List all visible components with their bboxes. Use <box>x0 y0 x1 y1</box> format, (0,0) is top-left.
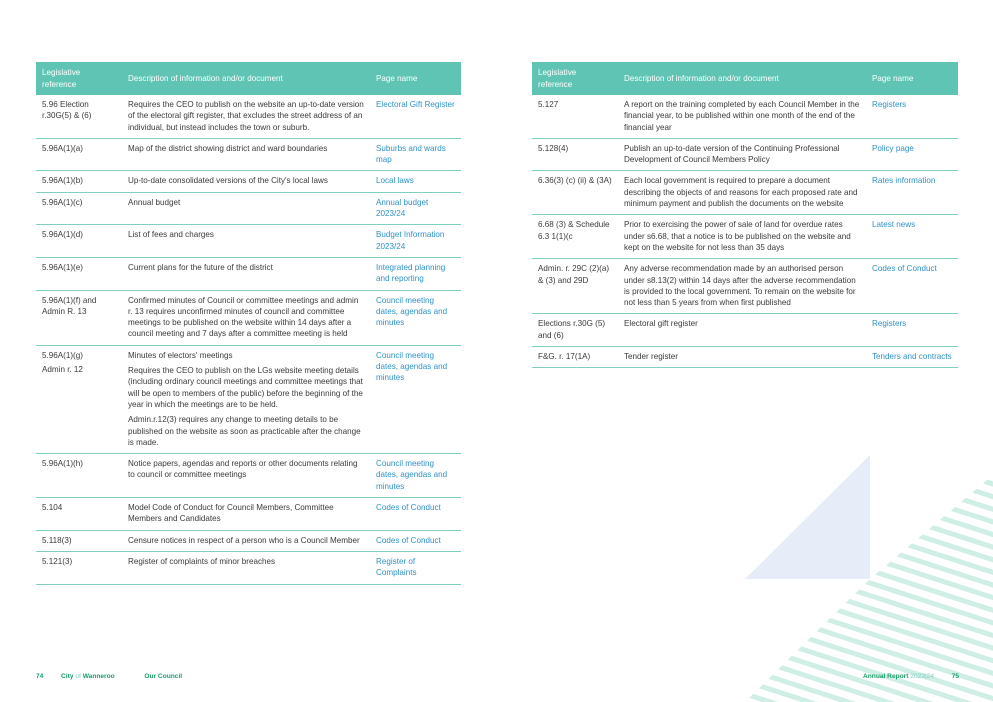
header-legislative-reference: Legislative reference <box>532 62 618 95</box>
description-text: Each local government is required to prepare a document describing the objects of and reasons for each proposed rate and minimum payment and publish the documents on the website <box>624 176 858 209</box>
description-cell <box>122 498 370 531</box>
report-year: 2023|24 <box>910 673 934 680</box>
description-text: Register of complaints of minor breaches <box>128 556 276 566</box>
description-cell <box>122 345 370 453</box>
description-cell <box>618 314 866 347</box>
decorative-leaf-pattern <box>740 455 993 702</box>
legislative-reference: 5.96A(1)(e) <box>42 262 83 272</box>
legislative-reference: 5.104 <box>42 503 63 513</box>
description-text: Publish an up-to-date version of the Continuing Professional Development of Council Members Policy <box>624 143 840 165</box>
page-name-link[interactable]: Registers <box>866 314 958 347</box>
header-page-name: Page name <box>866 62 958 95</box>
description-text: Confirmed minutes of Council or committee meetings and admin r. 13 requires unconfirmed minutes of council and committee meetings to be published on the website within 14 days after a council meeting and 7 days after a committee meeting is held <box>128 295 359 339</box>
page-name-link[interactable]: Suburbs and wards map <box>370 138 461 171</box>
legislative-reference: 5.96A(1)(b) <box>42 176 83 186</box>
left-register-table <box>36 62 461 585</box>
description-text: Current plans for the future of the district <box>128 262 273 272</box>
description-text: Tender register <box>624 352 678 362</box>
legislative-reference-cell <box>532 95 618 138</box>
page-name-link[interactable]: Codes of Conduct <box>866 259 958 314</box>
legislative-reference-cell <box>36 171 122 192</box>
description-text: Admin.r.12(3) requires any change to meeting details to be published on the website as soon as practicable after the change is made. <box>128 415 361 447</box>
page-name-link[interactable]: Annual budget 2023/24 <box>370 192 461 225</box>
legislative-reference-cell <box>532 314 618 347</box>
table-row <box>532 171 958 215</box>
description-text: Electoral gift register <box>624 319 698 329</box>
description-cell <box>122 290 370 345</box>
page-name-link[interactable]: Latest news <box>866 215 958 259</box>
table-row <box>36 345 461 453</box>
table-row <box>36 290 461 345</box>
header-legislative-reference: Legislative reference <box>36 62 122 95</box>
description-text: Prior to exercising the power of sale of land for overdue rates under s6.68, that a notice is to be published on the website and kept on the website for not less than 35 days <box>624 220 851 252</box>
table-row <box>532 347 958 368</box>
description-cell <box>122 551 370 584</box>
page-name-link[interactable]: Tenders and contracts <box>866 347 958 368</box>
table-row <box>36 498 461 531</box>
description-cell <box>122 138 370 171</box>
table-row <box>532 138 958 171</box>
table-header-row <box>532 62 958 95</box>
description-cell <box>122 530 370 551</box>
legislative-reference-sub: Admin r. 12 <box>42 365 83 375</box>
table-row <box>36 225 461 258</box>
brand-city: City <box>61 673 74 680</box>
description-text: Map of the district showing district and ward boundaries <box>128 143 328 153</box>
page-name-link[interactable]: Electoral Gift Register <box>370 95 461 138</box>
legislative-reference: 5.96A(1)(g) <box>42 350 83 360</box>
table-header-row <box>36 62 461 95</box>
footer-left <box>36 673 182 680</box>
description-cell <box>618 138 866 171</box>
legislative-reference: 5.121(3) <box>42 556 73 566</box>
description-text: Minutes of electors' meetings <box>128 350 233 360</box>
legislative-reference-cell <box>532 259 618 314</box>
table-row <box>532 314 958 347</box>
page-name-link[interactable]: Council meeting dates, agendas and minutes <box>370 454 461 498</box>
description-cell <box>618 259 866 314</box>
page-name-link[interactable]: Budget Information 2023/24 <box>370 225 461 258</box>
legislative-reference-cell <box>36 257 122 290</box>
legislative-reference: 6.68 (3) & Schedule 6.3 1(1)(c <box>538 220 610 241</box>
table-row <box>532 95 958 138</box>
description-text: List of fees and charges <box>128 230 214 240</box>
description-text: Model Code of Conduct for Council Members, Committee Members and Candidates <box>128 503 334 524</box>
header-description: Description of information and/or document <box>618 62 866 95</box>
legislative-reference-cell <box>532 215 618 259</box>
section-name: Our Council <box>144 673 183 680</box>
legislative-reference: 5.96A(1)(a) <box>42 143 83 153</box>
legislative-reference-cell <box>36 95 122 138</box>
legislative-reference: 5.96A(1)(h) <box>42 459 83 469</box>
description-cell <box>122 257 370 290</box>
right-register-table <box>532 62 958 368</box>
description-text: Notice papers, agendas and reports or other documents relating to council or committee meetings <box>128 459 358 480</box>
legislative-reference: Admin. r. 29C (2)(a) & (3) and 29D <box>538 264 610 285</box>
legislative-reference: 5.96A(1)(c) <box>42 197 83 207</box>
legislative-reference-cell <box>36 498 122 531</box>
footer-right <box>863 673 959 680</box>
legislative-reference: 5.96A(1)(f) and Admin R. 13 <box>42 295 97 316</box>
table-row <box>36 551 461 584</box>
legislative-reference: 5.96A(1)(d) <box>42 230 83 240</box>
description-cell <box>122 95 370 138</box>
legislative-reference: 5.118(3) <box>42 535 72 545</box>
table-row <box>36 530 461 551</box>
legislative-reference: 5.96 Election r.30G(5) & (6) <box>42 100 92 121</box>
page-name-link[interactable]: Policy page <box>866 138 958 171</box>
legislative-reference-cell <box>532 138 618 171</box>
legislative-reference: 6.36(3) (c) (ii) & (3A) <box>538 176 612 186</box>
description-cell <box>618 95 866 138</box>
legislative-reference-cell <box>36 454 122 498</box>
description-cell <box>618 347 866 368</box>
legislative-reference: Elections r.30G (5) and (6) <box>538 319 606 340</box>
page-name-link[interactable]: Codes of Conduct <box>370 530 461 551</box>
legislative-reference-cell <box>532 347 618 368</box>
description-text: Requires the CEO to publish on the website an up-to-date version of the electoral gift register, that excludes the street address of an individual, but instead includes the town or suburb. <box>128 100 364 132</box>
description-text: Requires the CEO to publish on the LGs website meeting details (including ordinary council meetings and committee meetings that will be open to members of the public) before the beginning of the year in which the meetings are to be held. <box>128 366 363 409</box>
legislative-reference: F&G. r. 17(1A) <box>538 352 591 362</box>
page-name-link[interactable]: Codes of Conduct <box>370 498 461 531</box>
legislative-reference: 5.127 <box>538 100 559 109</box>
page-name-link[interactable]: Local laws <box>370 171 461 192</box>
legislative-reference-cell <box>36 225 122 258</box>
table-row <box>532 215 958 259</box>
description-cell <box>122 454 370 498</box>
brand-of: of <box>75 673 81 680</box>
description-text: Any adverse recommendation made by an authorised person under s8.13(2) within 14 days after the adverse recommendation is provided to the local government. To remain on the website for not less than 5 years from when first published <box>624 264 856 308</box>
description-cell <box>618 215 866 259</box>
table-row <box>36 95 461 138</box>
description-cell <box>122 171 370 192</box>
page-name-link[interactable]: Registers <box>866 95 958 138</box>
page-name-link[interactable]: Council meeting dates, agendas and minutes <box>370 345 461 453</box>
header-description: Description of information and/or document <box>122 62 370 95</box>
page-name-link[interactable]: Register of Complaints <box>370 551 461 584</box>
table-row <box>36 454 461 498</box>
legislative-reference-cell <box>36 551 122 584</box>
description-cell <box>122 192 370 225</box>
legislative-reference-cell <box>36 345 122 453</box>
table-row <box>36 257 461 290</box>
description-cell <box>122 225 370 258</box>
legislative-reference-cell <box>36 290 122 345</box>
page-name-link[interactable]: Integrated planning and reporting <box>370 257 461 290</box>
legislative-reference-cell <box>36 138 122 171</box>
legislative-reference-cell <box>36 530 122 551</box>
description-text: Annual budget <box>128 197 181 207</box>
legislative-reference: 5.128(4) <box>538 143 569 153</box>
table-row <box>36 138 461 171</box>
page-name-link[interactable]: Council meeting dates, agendas and minutes <box>370 290 461 345</box>
header-page-name: Page name <box>370 62 461 95</box>
legislative-reference-cell <box>532 171 618 215</box>
description-text: A report on the training completed by each Council Member in the financial year, to be published within one month of the end of the financial year <box>624 100 860 132</box>
description-text: Censure notices in respect of a person who is a Council Member <box>128 535 360 545</box>
description-text: Up-to-date consolidated versions of the City's local laws <box>128 176 328 186</box>
table-row <box>36 192 461 225</box>
page-number-right: 75 <box>951 673 960 680</box>
brand-wanneroo: Wanneroo <box>82 673 115 680</box>
report-title: Annual Report <box>863 673 909 680</box>
legislative-reference-cell <box>36 192 122 225</box>
page-name-link[interactable]: Rates information <box>866 171 958 215</box>
table-row <box>36 171 461 192</box>
description-cell <box>618 171 866 215</box>
page-number-left: 74 <box>36 673 44 680</box>
table-row <box>532 259 958 314</box>
